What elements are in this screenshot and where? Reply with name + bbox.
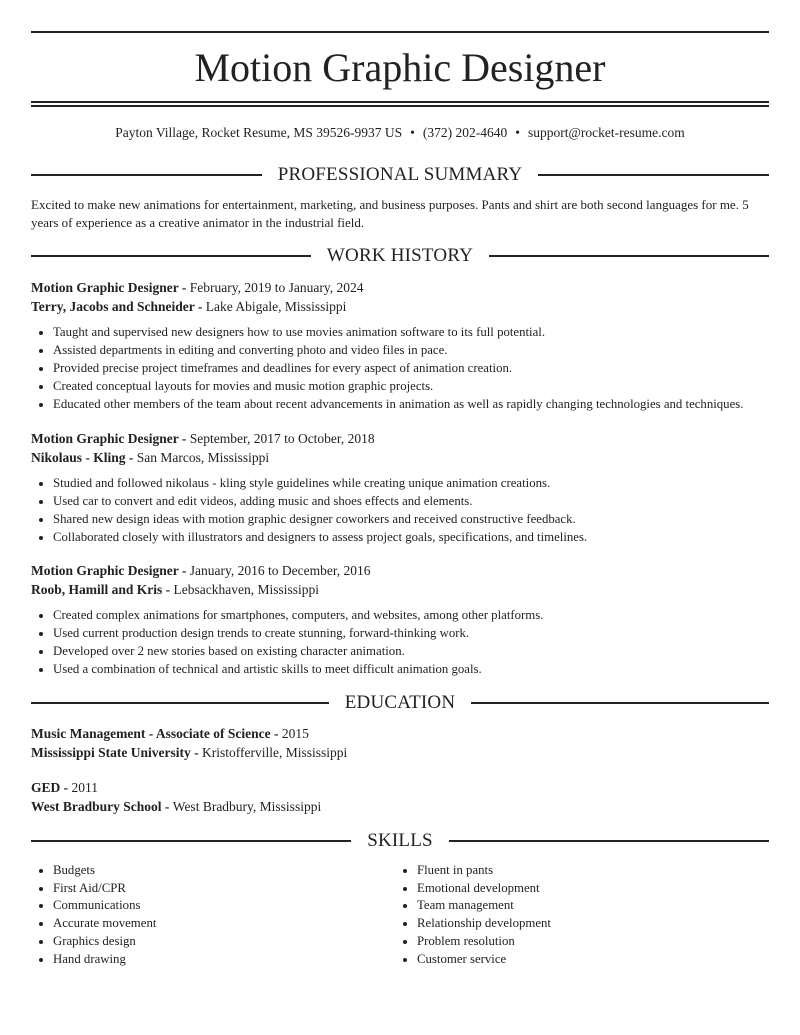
header-bold: Mississippi State University (31, 745, 191, 760)
skill-item: • First Aid/CPR (53, 880, 156, 898)
school-line (31, 797, 769, 816)
header-separator: - (178, 280, 190, 295)
heading-rule (538, 174, 769, 176)
skill-item: • Emotional development (417, 880, 551, 898)
header-detail: January, 2016 to December, 2016 (189, 563, 371, 578)
header-bold: Terry, Jacobs and Schneider (31, 299, 195, 314)
heading-rule (31, 255, 311, 257)
header-separator: - (162, 582, 174, 597)
section-heading-education (31, 691, 769, 715)
skill-item: • Hand drawing (53, 951, 156, 969)
phone: (372) 202-4640 (422, 125, 508, 140)
job-company-line (31, 580, 769, 599)
summary-text: Excited to make new animations for entertainment, marketing, and business purposes. Pants and shirt are both second languages for me. 5 years of experience as a creative animator in the industrial field. (31, 197, 749, 230)
section-heading-skills (31, 829, 769, 853)
list-item: • Educated other members of the team about recent advancements in animation as well as rapidly changing technologies and techniques. (53, 395, 743, 413)
header-bold: Roob, Hamill and Kris (31, 582, 163, 597)
separator: • (515, 125, 520, 140)
skill-item: • Customer service (417, 951, 551, 969)
list-item: • Studied and followed nikolaus - kling style guidelines while creating unique animation creations. (53, 474, 587, 492)
header-separator: - (194, 299, 206, 314)
job-title-line (31, 561, 769, 580)
list-item: • Taught and supervised new designers how to use movies animation software to its full potential. (53, 323, 743, 341)
list-item: • Collaborated closely with illustrators and designers to assess project goals, specifications, and timelines. (53, 528, 587, 546)
skill-item: • Graphics design (53, 933, 156, 951)
header-detail: West Bradbury, Mississippi (172, 799, 322, 814)
job-bullets (31, 474, 587, 546)
header-separator: - (178, 563, 190, 578)
heading-rule (471, 702, 769, 704)
heading-rule (31, 702, 329, 704)
address: Payton Village, Rocket Resume, MS 39526-9937 US (115, 125, 403, 140)
header-bold: Motion Graphic Designer (31, 280, 179, 295)
section-title: SKILLS (367, 830, 433, 851)
header-detail: September, 2017 to October, 2018 (189, 431, 375, 446)
list-item: • Created complex animations for smartphones, computers, and websites, among other platforms. (53, 606, 543, 624)
job-company-line (31, 448, 769, 467)
skill-item: • Fluent in pants (417, 862, 551, 880)
section-heading-work (31, 244, 769, 268)
header-bold: Nikolaus - Kling (31, 450, 126, 465)
header-detail: February, 2019 to January, 2024 (189, 280, 364, 295)
heading-rule (31, 174, 262, 176)
job-title-line (31, 278, 769, 297)
header-bold: GED (31, 780, 61, 795)
header-bold: Motion Graphic Designer (31, 563, 179, 578)
header-separator: - (125, 450, 137, 465)
divider-rule (31, 101, 769, 103)
list-item: • Used car to convert and edit videos, adding music and shoes effects and elements. (53, 492, 587, 510)
skill-item: • Accurate movement (53, 915, 156, 933)
section-title: PROFESSIONAL SUMMARY (277, 164, 523, 185)
header-detail: San Marcos, Mississippi (136, 450, 270, 465)
header-bold: Motion Graphic Designer (31, 431, 179, 446)
separator: • (410, 125, 415, 140)
degree-line (31, 778, 769, 797)
header-separator: - (161, 799, 173, 814)
section-title: WORK HISTORY (326, 245, 474, 266)
heading-rule (489, 255, 769, 257)
email: support@rocket-resume.com (528, 125, 685, 140)
skills-list-left (31, 862, 156, 968)
degree-line (31, 724, 769, 743)
header-bold: West Bradbury School (31, 799, 162, 814)
header-detail: Lebsackhaven, Mississippi (173, 582, 320, 597)
list-item: • Shared new design ideas with motion graphic designer coworkers and received constructive feedback. (53, 510, 587, 528)
divider-rule (31, 105, 769, 107)
contact-info (31, 124, 769, 142)
section-title: EDUCATION (344, 692, 456, 713)
school-line (31, 743, 769, 762)
list-item: • Provided precise project timeframes and deadlines for every aspect of animation creation. (53, 359, 743, 377)
skill-item: • Problem resolution (417, 933, 551, 951)
page-title: Motion Graphic Designer (194, 45, 606, 90)
header-separator: - (178, 431, 190, 446)
header-detail: Kristofferville, Mississippi (202, 745, 348, 760)
skill-item: • Team management (417, 897, 551, 915)
skill-item: • Communications (53, 897, 156, 915)
job-company-line (31, 297, 769, 316)
job-bullets (31, 606, 543, 678)
header-detail: 2015 (281, 726, 309, 741)
list-item: • Used a combination of technical and artistic skills to meet difficult animation goals. (53, 660, 543, 678)
skills-list-right (395, 862, 551, 968)
header-detail: 2011 (71, 780, 99, 795)
section-heading-summary (31, 163, 769, 187)
skill-item: • Relationship development (417, 915, 551, 933)
header-detail: Lake Abigale, Mississippi (205, 299, 347, 314)
list-item: • Used current production design trends to create stunning, forward-thinking work. (53, 624, 543, 642)
header-separator: - (60, 780, 72, 795)
list-item: • Created conceptual layouts for movies and music motion graphic projects. (53, 377, 743, 395)
heading-rule (31, 840, 351, 842)
header-separator: - (190, 745, 203, 760)
job-bullets (31, 323, 743, 413)
list-item: • Developed over 2 new stories based on existing character animation. (53, 642, 543, 660)
heading-rule (449, 840, 769, 842)
list-item: • Assisted departments in editing and converting photo and video files in pace. (53, 341, 743, 359)
header-separator: - (270, 726, 282, 741)
header-bold: Music Management - Associate of Science (31, 726, 271, 741)
skill-item: • Budgets (53, 862, 156, 880)
top-rule (31, 31, 769, 33)
job-title-line (31, 429, 769, 448)
